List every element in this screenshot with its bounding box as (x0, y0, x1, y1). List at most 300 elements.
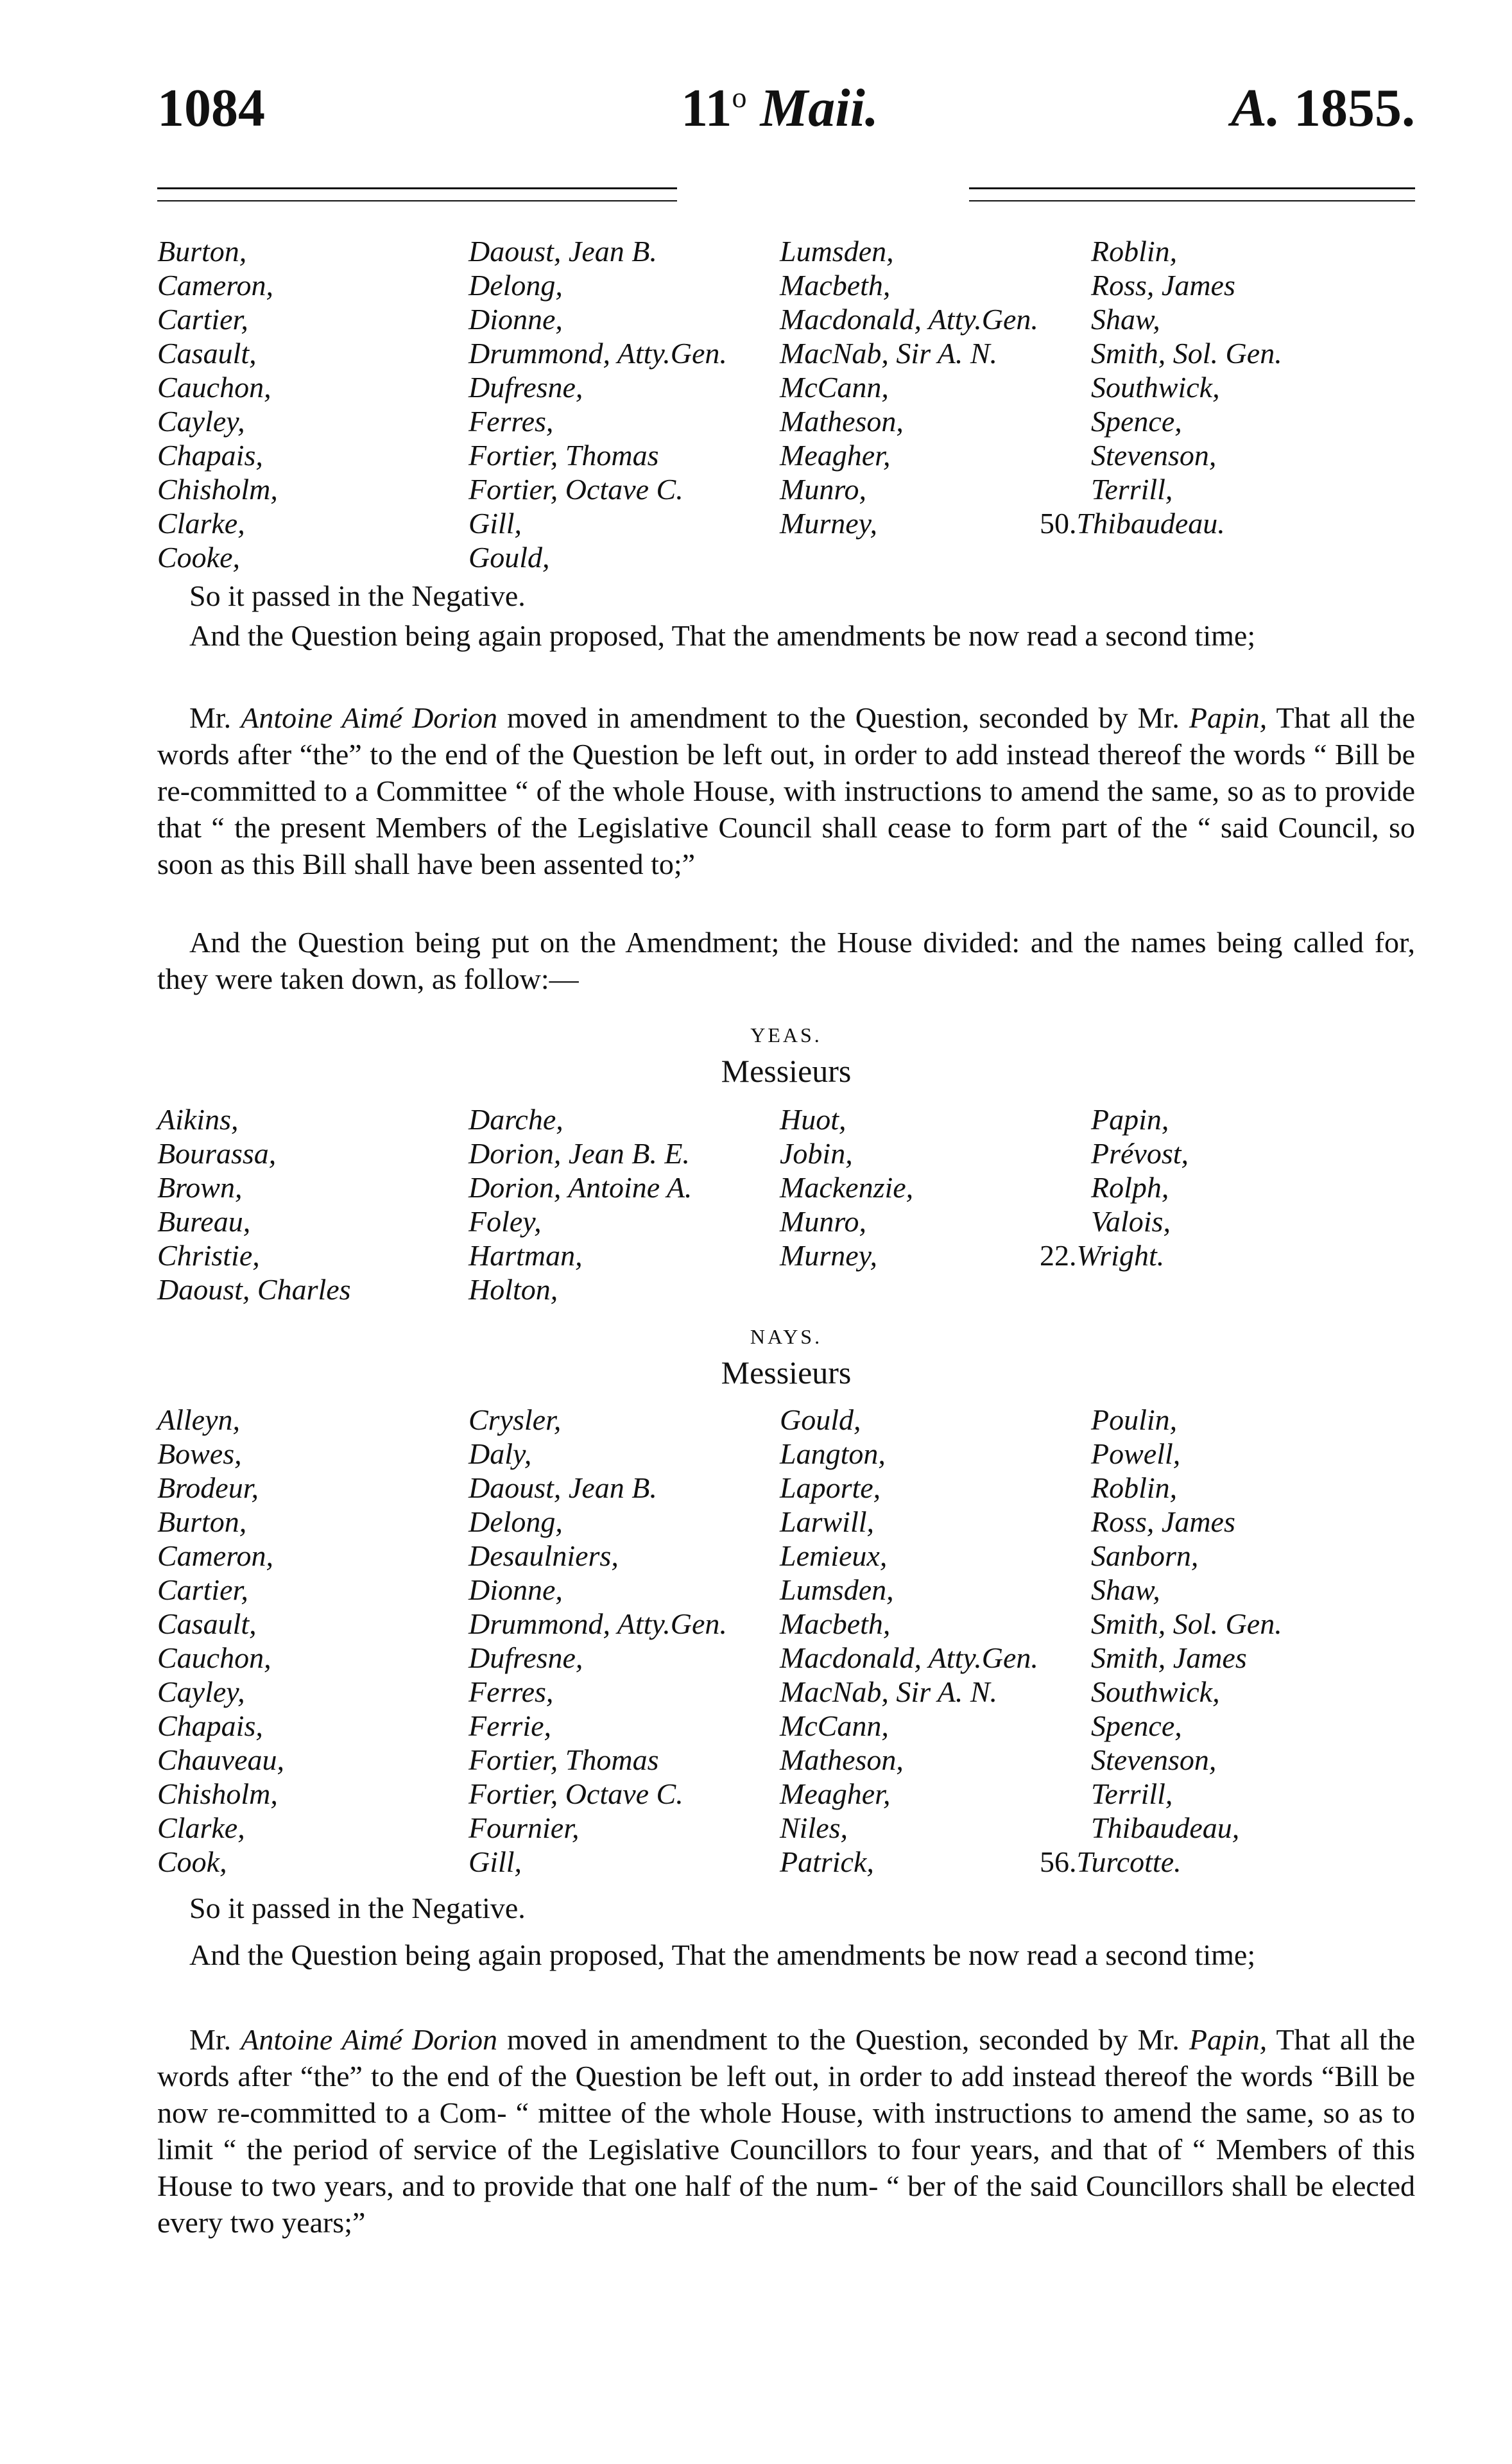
member-name (157, 1204, 250, 1238)
name-row (157, 472, 1415, 506)
member-name-text: Poulin, (1091, 1403, 1178, 1436)
motion-2-mover: Antoine Aimé Dorion (241, 2023, 497, 2056)
vote-count: 56. (1040, 1845, 1077, 1878)
member-name (1091, 1403, 1177, 1437)
member-name-text: Terrill, (1091, 473, 1173, 506)
name-row (157, 1607, 1415, 1641)
member-name (468, 1204, 542, 1238)
member-name-text: Dorion, Antoine A. (468, 1171, 692, 1204)
member-name-text: Daly, (468, 1437, 532, 1470)
member-name (468, 1573, 563, 1607)
member-name-text: Shaw, (1091, 303, 1160, 336)
member-name-text: Lumsden, (780, 235, 894, 268)
name-row (157, 404, 1415, 438)
member-name-text: Southwick, (1091, 1675, 1220, 1708)
header-rule-right (969, 187, 1415, 201)
member-name (468, 1238, 583, 1272)
member-name (1091, 268, 1235, 302)
member-name-text: Casault, (157, 1607, 257, 1640)
member-name (780, 1204, 866, 1238)
member-name (780, 1471, 881, 1505)
member-name-text: Lemieux, (780, 1539, 888, 1572)
member-name-text: Chauveau, (157, 1743, 285, 1776)
member-name (157, 1743, 284, 1777)
member-name (468, 1845, 522, 1879)
member-name (1091, 1437, 1180, 1471)
member-name-text: Thibaudeau, (1091, 1811, 1240, 1844)
member-name (468, 1709, 551, 1743)
header-year (1231, 77, 1415, 139)
name-row (157, 1675, 1415, 1709)
member-name (157, 1102, 238, 1136)
member-name (468, 506, 522, 540)
member-name-text: Laporte, (780, 1471, 881, 1504)
amendment-motion-1 (157, 699, 1415, 882)
member-name-text: Cauchon, (157, 1641, 271, 1674)
member-name (780, 336, 997, 370)
member-name-text: Prévost, (1091, 1137, 1189, 1170)
member-name-text: Clarke, (157, 507, 245, 540)
member-name (1091, 438, 1216, 472)
member-name (468, 1471, 657, 1505)
member-name-text: Drummond, Atty.Gen. (468, 337, 727, 370)
member-name (157, 302, 248, 336)
member-name-text: Brodeur, (157, 1471, 259, 1504)
member-name-text: Chapais, (157, 1709, 263, 1742)
member-name (468, 1777, 683, 1811)
member-name (1091, 1204, 1171, 1238)
motion-1-mover: Antoine Aimé Dorion (241, 701, 497, 734)
motion-1-lead: Mr. (189, 701, 232, 734)
page-number: 1084 (157, 78, 265, 138)
member-name-text: Desaulniers, (468, 1539, 619, 1572)
member-name (468, 1675, 553, 1709)
member-name (780, 370, 889, 404)
member-name-text: Dionne, (468, 303, 563, 336)
member-name-text: Cauchon, (157, 371, 271, 404)
member-name-text: Cayley, (157, 405, 245, 438)
member-name (780, 1845, 874, 1879)
member-name-text: McCann, (780, 371, 889, 404)
member-name (1091, 1709, 1182, 1743)
member-name (468, 268, 563, 302)
name-row (157, 1811, 1415, 1845)
member-name (468, 1539, 619, 1573)
member-name-text: Matheson, (780, 1743, 904, 1776)
member-name (468, 1641, 583, 1675)
page-header (157, 77, 1415, 154)
name-row (157, 1437, 1415, 1471)
name-row (157, 1170, 1415, 1204)
member-name (468, 1811, 580, 1845)
member-name (780, 1403, 861, 1437)
member-name-text: Roblin, (1091, 235, 1178, 268)
member-name-text: Cook, (157, 1845, 227, 1878)
member-name (468, 1743, 658, 1777)
member-name-text: Fortier, Octave C. (468, 1777, 683, 1810)
member-name-text: Smith, Sol. Gen. (1091, 1607, 1282, 1640)
member-name-text: Jobin, (780, 1137, 853, 1170)
name-row (157, 1238, 1415, 1272)
member-name (780, 1437, 886, 1471)
header-date-sup: o (732, 81, 747, 114)
member-name (157, 1675, 245, 1709)
member-name-text: Daoust, Jean B. (468, 1471, 657, 1504)
member-name-text: Murney, (780, 507, 878, 540)
member-name-text: Turcotte. (1076, 1845, 1181, 1878)
member-name-text: Chisholm, (157, 1777, 278, 1810)
member-name (780, 1505, 874, 1539)
member-name-text: Cooke, (157, 541, 241, 574)
member-name-text: Spence, (1091, 1709, 1182, 1742)
member-name (157, 1573, 248, 1607)
member-name-text: Daoust, Jean B. (468, 235, 657, 268)
member-name (1091, 1573, 1160, 1607)
member-name-text: Gill, (468, 1845, 522, 1878)
member-name-text: Casault, (157, 337, 257, 370)
member-name (468, 1607, 727, 1641)
member-name (157, 1272, 351, 1306)
header-date (651, 77, 908, 139)
member-name-text: Valois, (1091, 1205, 1171, 1238)
member-name (157, 506, 245, 540)
member-name (780, 1641, 1038, 1675)
member-name-text: Ross, James (1091, 1505, 1235, 1538)
member-name (780, 1777, 890, 1811)
member-name (1091, 1539, 1198, 1573)
member-name-text: Munro, (780, 473, 867, 506)
motion-2-body: That all the words after “the” to the end of the Question be left out, in order to add instead thereof the words “Bill be now re-committed to a Com- “ mittee of the whole House, with instructions to amend the same, so as to limit “ the period of service of the Legislative Councillors to four years, and that of “ Members of this House to two years, and to provide that one half of the num- “ ber of the said Councillors shall be elected every two years;” (157, 2023, 1416, 2239)
member-name-text: Chapais, (157, 439, 263, 472)
member-name-text: Macdonald, Atty.Gen. (780, 303, 1038, 336)
member-name (157, 472, 278, 506)
member-name (468, 336, 727, 370)
member-name (1091, 1607, 1282, 1641)
member-name (780, 268, 890, 302)
member-name-text: Hartman, (468, 1239, 583, 1272)
member-name-text: Smith, James (1091, 1641, 1247, 1674)
yeas-label: YEAS. (750, 1023, 822, 1047)
member-name-text: Powell, (1091, 1437, 1181, 1470)
name-row (157, 336, 1415, 370)
member-name-text: Mackenzie, (780, 1171, 914, 1204)
name-row (157, 1272, 1415, 1306)
header-date-day: 11 (681, 78, 732, 138)
member-name (780, 1743, 904, 1777)
member-name (468, 1403, 561, 1437)
name-row (157, 1403, 1415, 1437)
member-name (1091, 1505, 1235, 1539)
member-name-text: Drummond, Atty.Gen. (468, 1607, 727, 1640)
negative-result-1: So it passed in the Negative. (189, 579, 526, 612)
member-name (1091, 1102, 1169, 1136)
member-name-text: Rolph, (1091, 1171, 1169, 1204)
name-row (157, 438, 1415, 472)
motion-2-mid: moved in amendment to the Question, seconded by Mr. (507, 2023, 1180, 2056)
member-name (780, 472, 866, 506)
member-name (1091, 336, 1282, 370)
member-name (157, 1539, 273, 1573)
member-name-text: Cayley, (157, 1675, 245, 1708)
member-name-text: Gill, (468, 507, 522, 540)
member-name (157, 1777, 278, 1811)
member-name (780, 404, 904, 438)
member-name (1091, 1777, 1173, 1811)
member-name (1091, 1136, 1189, 1170)
member-name-text: Stevenson, (1091, 439, 1217, 472)
member-name (1091, 1641, 1247, 1675)
name-row (157, 506, 1415, 540)
member-name-text: Ferrie, (468, 1709, 552, 1742)
member-name (1091, 472, 1173, 506)
member-name (780, 1675, 997, 1709)
name-row (157, 1777, 1415, 1811)
member-name-text: Chisholm, (157, 473, 278, 506)
member-name (1091, 1170, 1169, 1204)
member-name-text: Ferres, (468, 1675, 554, 1708)
member-name (780, 1607, 890, 1641)
header-rule (157, 187, 1415, 203)
member-name-text: Bureau, (157, 1205, 251, 1238)
header-rule-left (157, 187, 677, 201)
member-name (780, 1170, 913, 1204)
motion-1-mid: moved in amendment to the Question, seconded by Mr. (507, 701, 1180, 734)
member-name-text: Delong, (468, 1505, 563, 1538)
member-name (468, 438, 658, 472)
member-name (157, 268, 273, 302)
member-name-text: Papin, (1091, 1103, 1169, 1136)
member-name-text: Stevenson, (1091, 1743, 1217, 1776)
member-name-text: Meagher, (780, 439, 891, 472)
member-name (468, 302, 563, 336)
member-name-text: Matheson, (780, 405, 904, 438)
member-name-text: Macbeth, (780, 1607, 891, 1640)
question-proposed-1: And the Question being again proposed, That the amendments be now read a second time; (189, 619, 1256, 652)
member-name-text: Clarke, (157, 1811, 245, 1844)
member-name-text: Niles, (780, 1811, 848, 1844)
member-name (780, 234, 894, 268)
member-name-text: Fortier, Octave C. (468, 473, 683, 506)
member-name (157, 1136, 276, 1170)
member-name (157, 1471, 259, 1505)
header-year-value: 1855. (1294, 78, 1415, 138)
member-name (157, 1709, 263, 1743)
nays-messieurs: Messieurs (721, 1355, 852, 1390)
member-name-text: Macdonald, Atty.Gen. (780, 1641, 1038, 1674)
member-name (780, 1539, 887, 1573)
member-name-text: Ferres, (468, 405, 554, 438)
member-name (157, 370, 271, 404)
member-name (157, 1170, 242, 1204)
member-name-text: Fortier, Thomas (468, 439, 659, 472)
member-name-text: Southwick, (1091, 371, 1220, 404)
member-name-text: MacNab, Sir A. N. (780, 1675, 998, 1708)
name-row (157, 302, 1415, 336)
member-name-text: Sanborn, (1091, 1539, 1199, 1572)
member-name (1040, 1238, 1164, 1272)
name-row (157, 540, 1415, 574)
motion-2-seconder: Papin, (1189, 2023, 1267, 2056)
member-name (468, 1136, 690, 1170)
member-name (468, 404, 553, 438)
member-name-text: Shaw, (1091, 1573, 1160, 1606)
name-row (157, 1573, 1415, 1607)
member-name (1040, 506, 1225, 540)
member-name (157, 404, 245, 438)
member-name (468, 540, 550, 574)
member-name-text: McCann, (780, 1709, 889, 1742)
division-announcement: And the Question being put on the Amendment; the House divided: and the names being called for, they were taken down, as follow:— (157, 926, 1415, 995)
member-name (780, 1573, 894, 1607)
member-name (157, 438, 263, 472)
header-year-prefix: A. (1230, 78, 1280, 138)
member-name (157, 1607, 257, 1641)
member-name-text: Darche, (468, 1103, 563, 1136)
member-name-text: Fournier, (468, 1811, 580, 1844)
member-name-text: Murney, (780, 1239, 878, 1272)
member-name-text: Macbeth, (780, 269, 891, 302)
name-row (157, 234, 1415, 268)
member-name (780, 1102, 846, 1136)
yeas-list (157, 1102, 1415, 1306)
name-row (157, 268, 1415, 302)
member-name (157, 1505, 246, 1539)
header-date-month: Maii. (760, 78, 879, 138)
member-name (1091, 302, 1160, 336)
member-name-text: Crysler, (468, 1403, 562, 1436)
division-list-continued (157, 234, 1415, 574)
member-name (468, 234, 657, 268)
member-name-text: Cameron, (157, 269, 274, 302)
member-name (1091, 1811, 1239, 1845)
motion-1-seconder: Papin, (1189, 701, 1267, 734)
amendment-motion-2 (157, 2021, 1415, 2241)
name-row (157, 1136, 1415, 1170)
member-name (780, 1811, 848, 1845)
member-name (780, 1136, 853, 1170)
member-name (780, 302, 1038, 336)
member-name (468, 1272, 558, 1306)
member-name-text: Spence, (1091, 405, 1182, 438)
member-name-text: Dufresne, (468, 371, 583, 404)
member-name-text: MacNab, Sir A. N. (780, 337, 998, 370)
member-name-text: Foley, (468, 1205, 542, 1238)
member-name (157, 234, 246, 268)
member-name (1091, 1675, 1220, 1709)
member-name-text: Larwill, (780, 1505, 875, 1538)
member-name-text: Lumsden, (780, 1573, 894, 1606)
member-name-text: Langton, (780, 1437, 886, 1470)
member-name (780, 1238, 877, 1272)
member-name-text: Wright. (1076, 1239, 1165, 1272)
vote-count: 50. (1040, 507, 1077, 540)
member-name-text: Gould, (780, 1403, 861, 1436)
member-name-text: Thibaudeau. (1076, 507, 1225, 540)
motion-1-body: That all the words after “the” to the end of the Question be left out, in order to add instead thereof the words “ Bill be re-committed to a Committee “ of the whole House, with instructions to amend the same, so as to provide that “ the present Members of the Legislative Council shall cease to form part of the “ said Council, so soon as this Bill shall have been assented to;” (157, 701, 1416, 880)
member-name (468, 1102, 563, 1136)
member-name (468, 1437, 531, 1471)
member-name-text: Dufresne, (468, 1641, 583, 1674)
member-name-text: Gould, (468, 541, 550, 574)
name-row (157, 370, 1415, 404)
member-name-text: Fortier, Thomas (468, 1743, 659, 1776)
name-row (157, 1743, 1415, 1777)
member-name (157, 1403, 240, 1437)
member-name-text: Daoust, Charles (157, 1273, 351, 1306)
member-name (157, 336, 257, 370)
yeas-messieurs: Messieurs (721, 1053, 852, 1089)
member-name (157, 1641, 271, 1675)
vote-count: 22. (1040, 1239, 1077, 1272)
name-row (157, 1539, 1415, 1573)
member-name (780, 506, 877, 540)
member-name-text: Munro, (780, 1205, 867, 1238)
member-name-text: Christie, (157, 1239, 260, 1272)
member-name-text: Patrick, (780, 1845, 874, 1878)
name-row (157, 1471, 1415, 1505)
motion-2-lead: Mr. (189, 2023, 232, 2056)
member-name (468, 472, 683, 506)
member-name-text: Burton, (157, 235, 247, 268)
member-name-text: Meagher, (780, 1777, 891, 1810)
member-name (1091, 234, 1177, 268)
name-row (157, 1505, 1415, 1539)
member-name (780, 438, 890, 472)
member-name (468, 370, 583, 404)
question-proposed-2: And the Question being again proposed, That the amendments be now read a second time; (189, 1938, 1256, 1971)
member-name (780, 1709, 889, 1743)
member-name-text: Roblin, (1091, 1471, 1178, 1504)
member-name-text: Dorion, Jean B. E. (468, 1137, 690, 1170)
member-name-text: Alleyn, (157, 1403, 240, 1436)
member-name-text: Terrill, (1091, 1777, 1173, 1810)
member-name (1091, 404, 1182, 438)
member-name (157, 540, 240, 574)
member-name-text: Brown, (157, 1171, 243, 1204)
member-name-text: Aikins, (157, 1103, 239, 1136)
nays-label: NAYS. (750, 1325, 823, 1348)
member-name-text: Holton, (468, 1273, 558, 1306)
member-name (468, 1170, 692, 1204)
negative-result-2: So it passed in the Negative. (189, 1892, 526, 1924)
name-row (157, 1641, 1415, 1675)
member-name (1040, 1845, 1181, 1879)
member-name-text: Cartier, (157, 1573, 248, 1606)
member-name (1091, 1471, 1177, 1505)
member-name-text: Delong, (468, 269, 563, 302)
member-name-text: Ross, James (1091, 269, 1235, 302)
member-name-text: Bowes, (157, 1437, 242, 1470)
member-name-text: Smith, Sol. Gen. (1091, 337, 1282, 370)
member-name-text: Bourassa, (157, 1137, 277, 1170)
member-name (157, 1845, 227, 1879)
member-name (157, 1811, 245, 1845)
member-name-text: Dionne, (468, 1573, 563, 1606)
nays-list (157, 1403, 1415, 1879)
member-name-text: Burton, (157, 1505, 247, 1538)
member-name (157, 1238, 260, 1272)
member-name-text: Cameron, (157, 1539, 274, 1572)
name-row (157, 1709, 1415, 1743)
member-name-text: Huot, (780, 1103, 846, 1136)
member-name-text: Cartier, (157, 303, 248, 336)
member-name (1091, 370, 1220, 404)
member-name (1091, 1743, 1216, 1777)
name-row (157, 1102, 1415, 1136)
member-name (468, 1505, 563, 1539)
name-row (157, 1204, 1415, 1238)
member-name (157, 1437, 242, 1471)
